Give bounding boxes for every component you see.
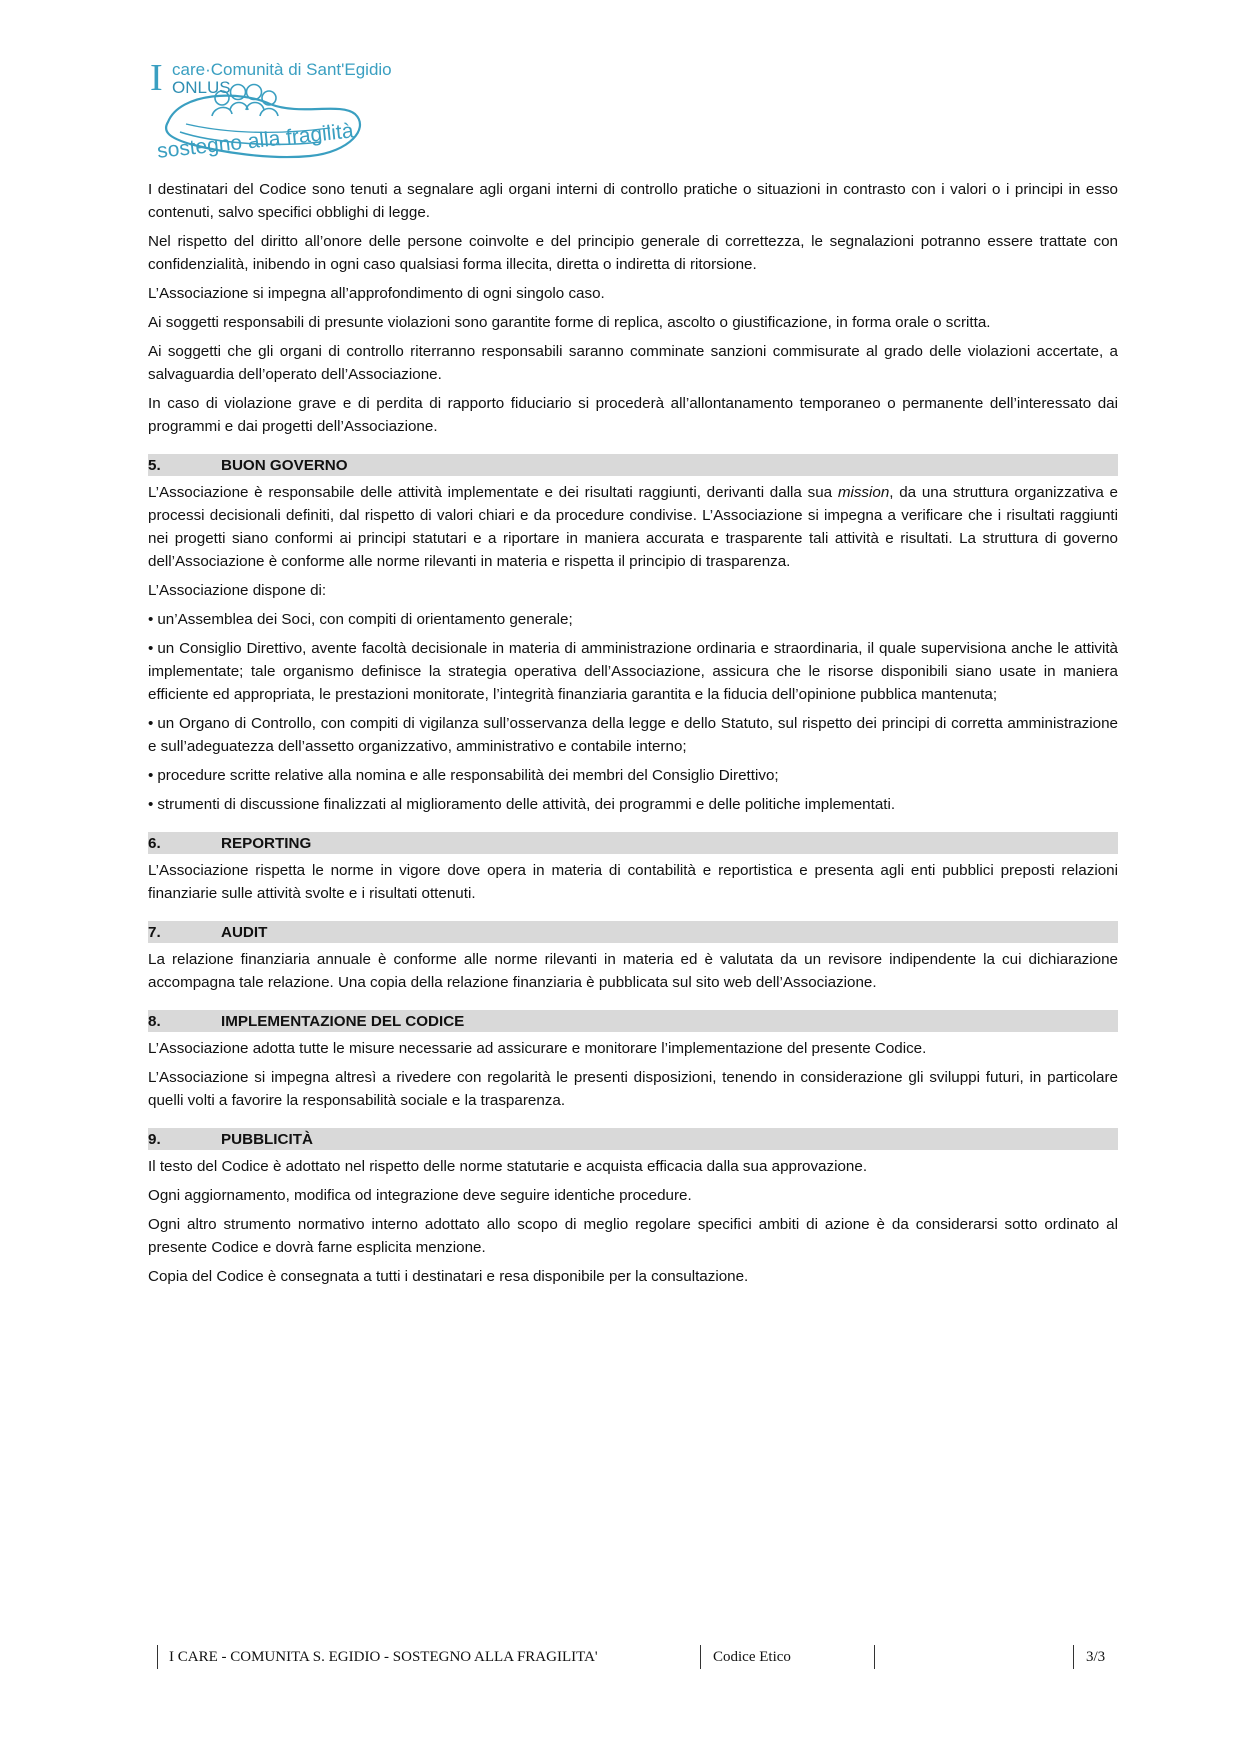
section-number: 9.	[148, 1130, 161, 1148]
paragraph: I destinatari del Codice sono tenuti a segnalare agli organi interni di controllo pratiche o situazioni in contrasto con i valori o i principi in esso contenuti, salvo specifici obblighi di legge.	[148, 181, 1118, 221]
section-heading-buon-governo	[148, 454, 1118, 476]
paragraph: Ogni aggiornamento, modifica od integrazione deve seguire identiche procedure.	[148, 1187, 692, 1204]
paragraph: L’Associazione dispone di:	[148, 582, 327, 599]
bullet-item: • un’Assemblea dei Soci, con compiti di orientamento generale;	[148, 608, 1118, 631]
section-title: AUDIT	[221, 923, 268, 941]
section-title: IMPLEMENTAZIONE DEL CODICE	[221, 1012, 465, 1030]
paragraph: L’Associazione rispetta le norme in vigore dove opera in materia di contabilità e reportistica e presenta agli enti pubblici preposti relazioni finanziarie sulle attività svolte e i risultati ottenuti.	[148, 862, 1118, 902]
paragraph: Ogni altro strumento normativo interno adottato allo scopo di meglio regolare specifici ambiti di azione è da considerarsi sotto ordinato al presente Codice e dovrà farne esplicita menzione.	[148, 1216, 1118, 1256]
paragraph: L’Associazione si impegna altresì a rivedere con regolarità le presenti disposizioni, tenendo in considerazione gli sviluppi futuri, in particolare quelli volti a favorire la responsabilità sociale e la trasparenza.	[148, 1069, 1118, 1109]
logo-letter: I	[150, 57, 163, 99]
section-number: 6.	[148, 834, 161, 852]
footer-page-number: 3/3	[1086, 1649, 1106, 1665]
section-number: 7.	[148, 923, 161, 941]
paragraph: Nel rispetto del diritto all’onore delle persone coinvolte e del principio generale di correttezza, le segnalazioni potranno essere trattate con confidenzialità, inibendo in ogni caso qualsiasi forma illecita, diretta o indiretta di ritorsione.	[148, 233, 1118, 273]
bullet-item: • strumenti di discussione finalizzati al miglioramento delle attività, dei programmi e delle politiche implementati.	[148, 793, 1118, 816]
footer-divider	[1073, 1645, 1074, 1669]
section-heading-reporting	[148, 832, 1118, 854]
footer-divider	[700, 1645, 701, 1669]
document-body	[148, 178, 1118, 1294]
section-title: REPORTING	[221, 834, 312, 852]
footer-divider	[874, 1645, 875, 1669]
footer-organization: I CARE - COMUNITA S. EGIDIO - SOSTEGNO ALLA FRAGILITA'	[169, 1649, 598, 1665]
paragraph: Ai soggetti responsabili di presunte violazioni sono garantite forme di replica, ascolto o giustificazione, in forma orale o scritta.	[148, 314, 991, 331]
section-title: PUBBLICITÀ	[221, 1130, 313, 1148]
section-number: 5.	[148, 456, 161, 474]
paragraph: Il testo del Codice è adottato nel rispetto delle norme statutarie e acquista efficacia dalla sua approvazione.	[148, 1158, 868, 1175]
bullet-item: • procedure scritte relative alla nomina e alle responsabilità dei membri del Consiglio Direttivo;	[148, 764, 1118, 787]
paragraph: Copia del Codice è consegnata a tutti i destinatari e resa disponibile per la consultazione.	[148, 1268, 749, 1285]
logo-tagline: sostegno alla fragilità	[156, 119, 355, 163]
paragraph: La relazione finanziaria annuale è conforme alle norme rilevanti in materia ed è valutata da un revisore indipendente la cui dichiarazione accompagna tale relazione. Una copia della relazione finanziaria è pubblicata sul sito web dell’Associazione.	[148, 951, 1118, 991]
logo-care-text: care·Comunità di Sant'Egidio	[172, 60, 392, 79]
paragraph: L’Associazione è responsabile delle attività implementate e dei risultati raggiunti, derivanti dalla sua mission, da una struttura organizzativa e processi decisionali definiti, dal rispetto di valori chiari e da procedure condivise. L’Associazione si impegna a verificare che i risultati raggiunti nei progetti siano conformi ai principi statutari e a riportare in maniera accurata e trasparente tali attività e risultati. La struttura di governo dell’Associazione è conforme alle norme rilevanti in materia e rispetta il principio di trasparenza.	[148, 484, 1118, 570]
section-heading-pubblicita	[148, 1128, 1118, 1150]
paragraph: L’Associazione si impegna all’approfondimento di ogni singolo caso.	[148, 285, 605, 302]
section-number: 8.	[148, 1012, 161, 1030]
emphasis-mission: mission	[837, 484, 890, 501]
paragraph: L’Associazione adotta tutte le misure necessarie ad assicurare e monitorare l’implementazione del presente Codice.	[148, 1040, 927, 1057]
paragraph: In caso di violazione grave e di perdita di rapporto fiduciario si procederà all’allontanamento temporaneo o permanente dell’interessato dai programmi e dai progetti dell’Associazione.	[148, 395, 1118, 435]
page-footer	[157, 1645, 1117, 1669]
bullet-item: • un Consiglio Direttivo, avente facoltà decisionale in materia di amministrazione ordinaria e straordinaria, il quale supervisiona anche le attività implementate; tale organismo definisce la strategia operativa dell’Associazione, assicura che le risorse disponibili siano usate in maniera efficiente ed appropriata, le prestazioni monitorate, l’integrità finanziaria garantita e la fiducia dell’opinione pubblica mantenuta;	[148, 637, 1118, 706]
logo-onlus-text: ONLUS	[172, 78, 231, 97]
paragraph: Ai soggetti che gli organi di controllo riterranno responsabili saranno comminate sanzioni commisurate al grado delle violazioni accertate, a salvaguardia dell’operato dell’Associazione.	[148, 343, 1118, 383]
section-heading-implementazione	[148, 1010, 1118, 1032]
organization-logo	[150, 52, 392, 170]
bullet-item: • un Organo di Controllo, con compiti di vigilanza sull’osservanza della legge e dello Statuto, sul rispetto dei principi di corretta amministrazione e sull’adeguatezza dell’assetto organizzativo, amministrativo e contabile interno;	[148, 712, 1118, 758]
section-title: BUON GOVERNO	[221, 456, 348, 474]
footer-divider	[157, 1645, 158, 1669]
footer-document-title: Codice Etico	[713, 1649, 791, 1665]
section-heading-audit	[148, 921, 1118, 943]
